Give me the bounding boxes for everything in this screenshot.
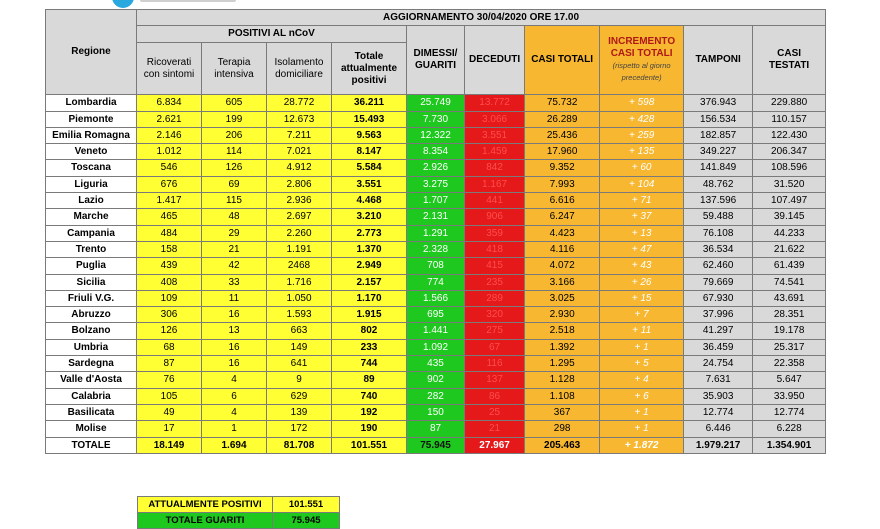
cell-ricoverati: 76: [137, 372, 202, 388]
cell-casi-totali: 6.247: [525, 209, 600, 225]
cell-isolamento: 81.708: [267, 437, 332, 453]
cell-dimessi: 1.291: [407, 225, 465, 241]
cell-dimessi: 774: [407, 274, 465, 290]
logo-bar: [140, 0, 236, 2]
cell-terapia: 115: [202, 193, 267, 209]
cell-casi-testati: 61.439: [753, 258, 826, 274]
cell-tamponi: 62.460: [684, 258, 753, 274]
cell-deceduti: 359: [465, 225, 525, 241]
cell-terapia: 4: [202, 372, 267, 388]
cell-ricoverati: 49: [137, 404, 202, 420]
cell-region: Trento: [46, 241, 137, 257]
cell-dimessi: 25.749: [407, 95, 465, 111]
cell-ricoverati: 17: [137, 421, 202, 437]
cell-ricoverati: 126: [137, 323, 202, 339]
table-row: [46, 356, 826, 372]
cell-totale-positivi: 233: [332, 339, 407, 355]
cell-totale-positivi: 5.584: [332, 160, 407, 176]
cell-casi-totali: 25.436: [525, 127, 600, 143]
cell-isolamento: 1.191: [267, 241, 332, 257]
cell-casi-testati: 229.880: [753, 95, 826, 111]
cell-incremento: + 104: [600, 176, 684, 192]
cell-dimessi: 12.322: [407, 127, 465, 143]
cell-totale-positivi: 744: [332, 356, 407, 372]
cell-totale-positivi: 2.157: [332, 274, 407, 290]
cell-tamponi: 48.762: [684, 176, 753, 192]
cell-totale-positivi: 2.773: [332, 225, 407, 241]
cell-terapia: 48: [202, 209, 267, 225]
cell-terapia: 42: [202, 258, 267, 274]
cell-incremento: + 6: [600, 388, 684, 404]
cell-incremento: + 43: [600, 258, 684, 274]
cell-totale-positivi: 36.211: [332, 95, 407, 111]
cell-totale-positivi: 4.468: [332, 193, 407, 209]
cell-ricoverati: 18.149: [137, 437, 202, 453]
cell-totale-positivi: 2.949: [332, 258, 407, 274]
cell-casi-testati: 108.596: [753, 160, 826, 176]
cell-tamponi: 76.108: [684, 225, 753, 241]
cell-tamponi: 36.459: [684, 339, 753, 355]
cell-casi-testati: 22.358: [753, 356, 826, 372]
cell-terapia: 16: [202, 307, 267, 323]
cell-casi-totali: 4.072: [525, 258, 600, 274]
cell-casi-totali: 17.960: [525, 144, 600, 160]
cell-totale-positivi: 3.210: [332, 209, 407, 225]
cell-incremento: + 13: [600, 225, 684, 241]
cell-casi-testati: 206.347: [753, 144, 826, 160]
cell-casi-testati: 12.774: [753, 404, 826, 420]
cell-dimessi: 695: [407, 307, 465, 323]
cell-tamponi: 349.227: [684, 144, 753, 160]
cell-region: Calabria: [46, 388, 137, 404]
table-row: [46, 176, 826, 192]
cell-dimessi: 2.328: [407, 241, 465, 257]
table-row: [46, 404, 826, 420]
cell-tamponi: 12.774: [684, 404, 753, 420]
cell-totale-positivi: 15.493: [332, 111, 407, 127]
cell-ricoverati: 105: [137, 388, 202, 404]
cell-casi-totali: 2.930: [525, 307, 600, 323]
cell-ricoverati: 1.417: [137, 193, 202, 209]
cell-ricoverati: 1.012: [137, 144, 202, 160]
cell-region: Marche: [46, 209, 137, 225]
cell-casi-testati: 5.647: [753, 372, 826, 388]
summary-guariti-label: TOTALE GUARITI: [138, 513, 273, 529]
cell-dimessi: 7.730: [407, 111, 465, 127]
cell-terapia: 33: [202, 274, 267, 290]
cell-incremento: + 7: [600, 307, 684, 323]
cell-tamponi: 1.979.217: [684, 437, 753, 453]
cell-dimessi: 1.566: [407, 290, 465, 306]
header-casi-totali: CASI TOTALI: [525, 26, 600, 95]
cell-casi-totali: 6.616: [525, 193, 600, 209]
cell-terapia: 16: [202, 356, 267, 372]
cell-totale-positivi: 190: [332, 421, 407, 437]
cell-deceduti: 1.167: [465, 176, 525, 192]
table-row: [46, 225, 826, 241]
cell-incremento: + 60: [600, 160, 684, 176]
cell-region: Campania: [46, 225, 137, 241]
cell-casi-totali: 3.025: [525, 290, 600, 306]
cell-casi-totali: 367: [525, 404, 600, 420]
cell-isolamento: 172: [267, 421, 332, 437]
cell-deceduti: 320: [465, 307, 525, 323]
cell-deceduti: 13.772: [465, 95, 525, 111]
cell-casi-totali: 205.463: [525, 437, 600, 453]
cell-ricoverati: 546: [137, 160, 202, 176]
cell-terapia: 206: [202, 127, 267, 143]
cell-region: Abruzzo: [46, 307, 137, 323]
cell-totale-positivi: 89: [332, 372, 407, 388]
cell-totale-positivi: 740: [332, 388, 407, 404]
cell-totale-positivi: 192: [332, 404, 407, 420]
cell-terapia: 1.694: [202, 437, 267, 453]
cell-ricoverati: 465: [137, 209, 202, 225]
cell-deceduti: 3.551: [465, 127, 525, 143]
cell-tamponi: 156.534: [684, 111, 753, 127]
cell-tamponi: 59.488: [684, 209, 753, 225]
cell-isolamento: 149: [267, 339, 332, 355]
cell-tamponi: 67.930: [684, 290, 753, 306]
table-row: [46, 339, 826, 355]
cell-incremento: + 598: [600, 95, 684, 111]
cell-isolamento: 7.211: [267, 127, 332, 143]
cell-incremento: + 15: [600, 290, 684, 306]
cell-tamponi: 376.943: [684, 95, 753, 111]
table-title: AGGIORNAMENTO 30/04/2020 ORE 17.00: [137, 10, 826, 26]
cell-deceduti: 67: [465, 339, 525, 355]
cell-tamponi: 141.849: [684, 160, 753, 176]
cell-dimessi: 1.707: [407, 193, 465, 209]
cell-incremento: + 1: [600, 339, 684, 355]
cell-incremento: + 47: [600, 241, 684, 257]
cell-incremento: + 1: [600, 404, 684, 420]
cell-region: Basilicata: [46, 404, 137, 420]
table-row: [46, 193, 826, 209]
cell-isolamento: 139: [267, 404, 332, 420]
cell-ricoverati: 68: [137, 339, 202, 355]
cell-dimessi: 435: [407, 356, 465, 372]
cell-totale-positivi: 1.915: [332, 307, 407, 323]
cell-isolamento: 2.806: [267, 176, 332, 192]
cell-isolamento: 9: [267, 372, 332, 388]
cell-terapia: 29: [202, 225, 267, 241]
cell-casi-testati: 31.520: [753, 176, 826, 192]
cell-dimessi: 87: [407, 421, 465, 437]
cell-incremento: + 135: [600, 144, 684, 160]
covid-table: [45, 9, 826, 454]
cell-ricoverati: 109: [137, 290, 202, 306]
header-isolamento: Isolamento domiciliare: [267, 43, 332, 95]
cell-isolamento: 641: [267, 356, 332, 372]
cell-totale-positivi: 1.170: [332, 290, 407, 306]
cell-deceduti: 21: [465, 421, 525, 437]
cell-totale-positivi: 8.147: [332, 144, 407, 160]
cell-deceduti: 235: [465, 274, 525, 290]
cell-dimessi: 1.092: [407, 339, 465, 355]
cell-casi-totali: 4.423: [525, 225, 600, 241]
table-row: [46, 421, 826, 437]
cell-ricoverati: 2.621: [137, 111, 202, 127]
cell-tamponi: 137.596: [684, 193, 753, 209]
cell-isolamento: 2.697: [267, 209, 332, 225]
cell-deceduti: 25: [465, 404, 525, 420]
cell-casi-totali: 3.166: [525, 274, 600, 290]
cell-totale-positivi: 101.551: [332, 437, 407, 453]
cell-casi-totali: 7.993: [525, 176, 600, 192]
cell-deceduti: 842: [465, 160, 525, 176]
cell-incremento: + 4: [600, 372, 684, 388]
cell-terapia: 1: [202, 421, 267, 437]
cell-casi-totali: 1.108: [525, 388, 600, 404]
cell-ricoverati: 484: [137, 225, 202, 241]
cell-casi-testati: 122.430: [753, 127, 826, 143]
cell-isolamento: 2.936: [267, 193, 332, 209]
cell-casi-totali: 9.352: [525, 160, 600, 176]
cell-incremento: + 1.872: [600, 437, 684, 453]
header-incremento: [600, 26, 684, 95]
cell-region: Molise: [46, 421, 137, 437]
cell-isolamento: 663: [267, 323, 332, 339]
cell-totale-positivi: 1.370: [332, 241, 407, 257]
cell-deceduti: 418: [465, 241, 525, 257]
cell-dimessi: 8.354: [407, 144, 465, 160]
cell-ricoverati: 2.146: [137, 127, 202, 143]
cell-ricoverati: 408: [137, 274, 202, 290]
cell-casi-totali: 1.392: [525, 339, 600, 355]
cell-deceduti: 906: [465, 209, 525, 225]
cell-incremento: + 1: [600, 421, 684, 437]
cell-ricoverati: 439: [137, 258, 202, 274]
cell-region: Toscana: [46, 160, 137, 176]
cell-casi-totali: 4.116: [525, 241, 600, 257]
cell-terapia: 69: [202, 176, 267, 192]
cell-terapia: 605: [202, 95, 267, 111]
cell-totale-positivi: 3.551: [332, 176, 407, 192]
cell-casi-testati: 21.622: [753, 241, 826, 257]
cell-ricoverati: 6.834: [137, 95, 202, 111]
cell-deceduti: 116: [465, 356, 525, 372]
cell-isolamento: 28.772: [267, 95, 332, 111]
cell-casi-totali: 2.518: [525, 323, 600, 339]
cell-casi-totali: 26.289: [525, 111, 600, 127]
cell-terapia: 6: [202, 388, 267, 404]
header-terapia: Terapia intensiva: [202, 43, 267, 95]
cell-dimessi: 1.441: [407, 323, 465, 339]
cell-isolamento: 1.716: [267, 274, 332, 290]
cell-casi-testati: 25.317: [753, 339, 826, 355]
cell-terapia: 13: [202, 323, 267, 339]
table-row: [46, 274, 826, 290]
summary-positivi-value: 101.551: [273, 497, 340, 513]
cell-incremento: + 11: [600, 323, 684, 339]
cell-deceduti: 415: [465, 258, 525, 274]
header-ricoverati: Ricoverati con sintomi: [137, 43, 202, 95]
cell-region: Umbria: [46, 339, 137, 355]
cell-isolamento: 12.673: [267, 111, 332, 127]
table-row: [46, 144, 826, 160]
cell-casi-totali: 298: [525, 421, 600, 437]
cell-region: Puglia: [46, 258, 137, 274]
header-region: Regione: [46, 10, 137, 95]
cell-terapia: 126: [202, 160, 267, 176]
cell-deceduti: 86: [465, 388, 525, 404]
cell-totale-positivi: 9.563: [332, 127, 407, 143]
cell-isolamento: 7.021: [267, 144, 332, 160]
cell-dimessi: 3.275: [407, 176, 465, 192]
cell-tamponi: 6.446: [684, 421, 753, 437]
header-casi-testati: CASI TESTATI: [753, 26, 826, 95]
cell-incremento: + 428: [600, 111, 684, 127]
cell-dimessi: 282: [407, 388, 465, 404]
table-row: [46, 258, 826, 274]
cell-incremento: + 5: [600, 356, 684, 372]
cell-region: Sardegna: [46, 356, 137, 372]
table-row: [46, 388, 826, 404]
cell-isolamento: 629: [267, 388, 332, 404]
cell-tamponi: 37.996: [684, 307, 753, 323]
cell-casi-totali: 1.295: [525, 356, 600, 372]
table-row: [46, 323, 826, 339]
cell-dimessi: 2.131: [407, 209, 465, 225]
cell-tamponi: 35.903: [684, 388, 753, 404]
table-row: [46, 241, 826, 257]
cell-casi-totali: 75.732: [525, 95, 600, 111]
summary-table: [137, 496, 340, 529]
header-incremento-sub: (rispetto al giorno precedente): [612, 61, 671, 83]
cell-isolamento: 1.050: [267, 290, 332, 306]
cell-incremento: + 71: [600, 193, 684, 209]
cell-region: Lombardia: [46, 95, 137, 111]
cell-casi-totali: 1.128: [525, 372, 600, 388]
table-row: [46, 372, 826, 388]
table-row: [46, 209, 826, 225]
cell-dimessi: 2.926: [407, 160, 465, 176]
cell-terapia: 199: [202, 111, 267, 127]
cell-region: Piemonte: [46, 111, 137, 127]
cell-region: Emilia Romagna: [46, 127, 137, 143]
header-deceduti: DECEDUTI: [465, 26, 525, 95]
cell-deceduti: 3.066: [465, 111, 525, 127]
table-row: [46, 290, 826, 306]
cell-casi-testati: 33.950: [753, 388, 826, 404]
cell-isolamento: 4.912: [267, 160, 332, 176]
summary-positivi-label: ATTUALMENTE POSITIVI: [138, 497, 273, 513]
cell-isolamento: 1.593: [267, 307, 332, 323]
cell-region: Valle d'Aosta: [46, 372, 137, 388]
cell-region: Sicilia: [46, 274, 137, 290]
cell-incremento: + 37: [600, 209, 684, 225]
cell-isolamento: 2.260: [267, 225, 332, 241]
cell-casi-testati: 39.145: [753, 209, 826, 225]
cell-dimessi: 902: [407, 372, 465, 388]
header-tamponi: TAMPONI: [684, 26, 753, 95]
cell-casi-testati: 110.157: [753, 111, 826, 127]
summary-guariti-value: 75.945: [273, 513, 340, 529]
cell-ricoverati: 306: [137, 307, 202, 323]
cell-deceduti: 137: [465, 372, 525, 388]
cell-tamponi: 7.631: [684, 372, 753, 388]
cell-region: Lazio: [46, 193, 137, 209]
cell-casi-testati: 1.354.901: [753, 437, 826, 453]
table-row: [46, 307, 826, 323]
cell-dimessi: 708: [407, 258, 465, 274]
header-totale-positivi: Totale attualmente positivi: [332, 43, 407, 95]
cell-region: Friuli V.G.: [46, 290, 137, 306]
cell-casi-testati: 107.497: [753, 193, 826, 209]
cell-casi-testati: 19.178: [753, 323, 826, 339]
cell-casi-testati: 74.541: [753, 274, 826, 290]
header-dimessi: DIMESSI/ GUARITI: [407, 26, 465, 95]
cell-deceduti: 441: [465, 193, 525, 209]
cell-terapia: 16: [202, 339, 267, 355]
cell-casi-testati: 6.228: [753, 421, 826, 437]
cell-tamponi: 36.534: [684, 241, 753, 257]
cell-region: Bolzano: [46, 323, 137, 339]
header-positivi-group: POSITIVI AL nCoV: [137, 26, 407, 43]
cell-ricoverati: 158: [137, 241, 202, 257]
cell-tamponi: 41.297: [684, 323, 753, 339]
cell-deceduti: 289: [465, 290, 525, 306]
header-incremento-label: INCREMENTO CASI TOTALI: [608, 36, 676, 60]
total-row: [46, 437, 826, 453]
cell-deceduti: 275: [465, 323, 525, 339]
cell-casi-testati: 44.233: [753, 225, 826, 241]
cell-dimessi: 150: [407, 404, 465, 420]
cell-terapia: 114: [202, 144, 267, 160]
cell-tamponi: 182.857: [684, 127, 753, 143]
cell-ricoverati: 87: [137, 356, 202, 372]
table-row: [46, 160, 826, 176]
cell-tamponi: 79.669: [684, 274, 753, 290]
cell-dimessi: 75.945: [407, 437, 465, 453]
cell-incremento: + 26: [600, 274, 684, 290]
table-row: [46, 127, 826, 143]
cell-ricoverati: 676: [137, 176, 202, 192]
cell-region: Veneto: [46, 144, 137, 160]
cell-casi-testati: 28.351: [753, 307, 826, 323]
cell-terapia: 11: [202, 290, 267, 306]
table-row: [46, 111, 826, 127]
cell-tamponi: 24.754: [684, 356, 753, 372]
cell-totale-positivi: 802: [332, 323, 407, 339]
cell-isolamento: 2468: [267, 258, 332, 274]
cell-incremento: + 259: [600, 127, 684, 143]
cell-region: TOTALE: [46, 437, 137, 453]
cell-terapia: 4: [202, 404, 267, 420]
table-row: [46, 95, 826, 111]
cell-deceduti: 1.459: [465, 144, 525, 160]
logo-icon: [112, 0, 134, 8]
cell-region: Liguria: [46, 176, 137, 192]
cell-deceduti: 27.967: [465, 437, 525, 453]
cell-terapia: 21: [202, 241, 267, 257]
cell-casi-testati: 43.691: [753, 290, 826, 306]
